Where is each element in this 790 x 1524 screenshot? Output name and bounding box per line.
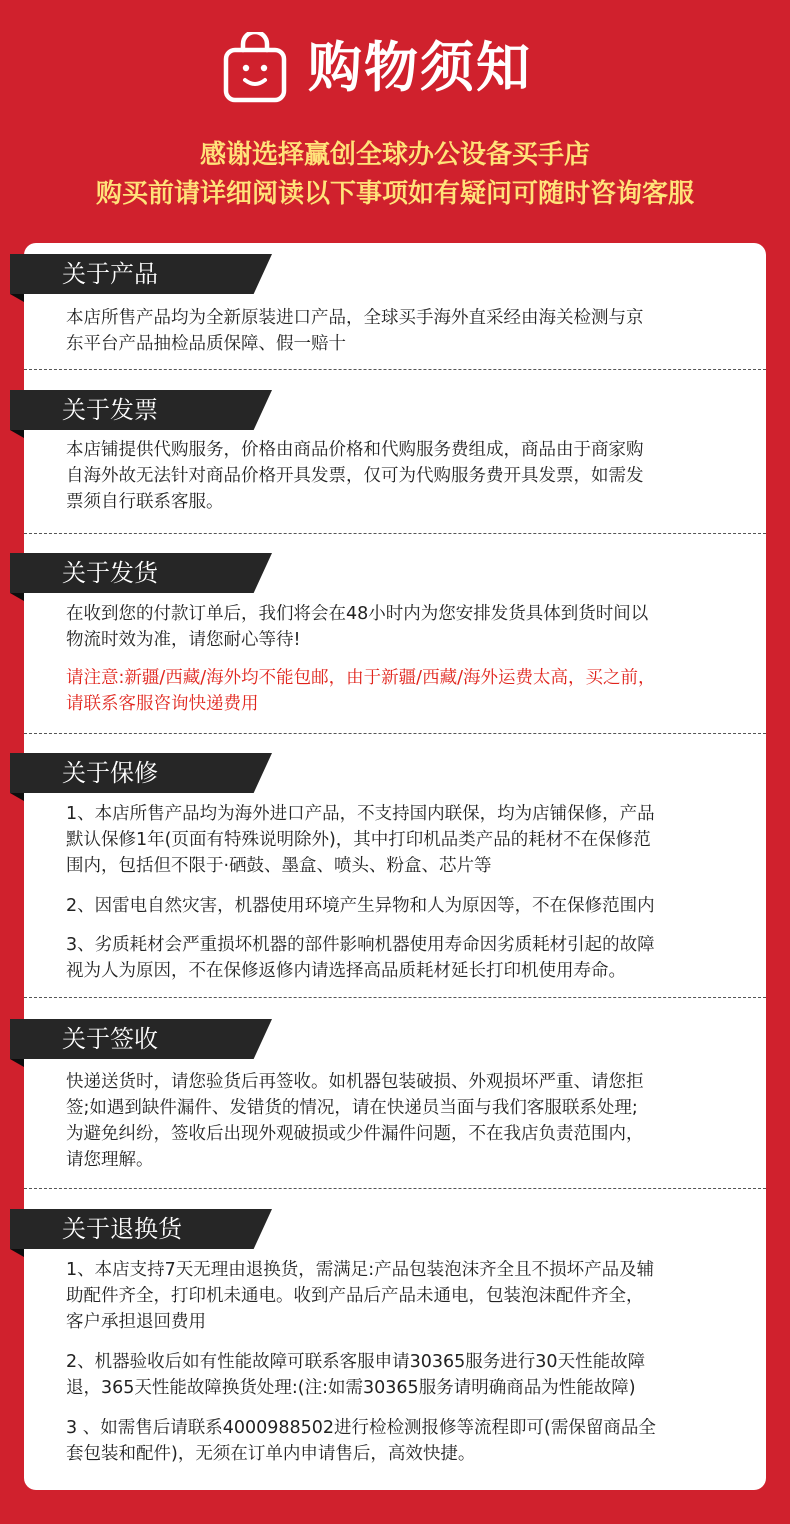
paragraph-line: 默认保修1年(页面有特殊说明除外)，其中打印机品类产品的耗材不在保修范 xyxy=(66,830,651,850)
paragraph-line: 2、因雷电自然灾害，机器使用环境产生异物和人为原因等，不在保修范围内 xyxy=(66,896,655,916)
paragraph-line: 票须自行联系客服。 xyxy=(66,492,224,512)
paragraph-line: 套包装和配件)，无须在订单内申请售后，高效快捷。 xyxy=(66,1444,476,1464)
subtitle-read-notice: 购买前请详细阅读以下事项如有疑问可随时咨询客服 xyxy=(95,179,694,209)
section-tag xyxy=(10,390,280,430)
section-tag xyxy=(10,753,280,793)
section-divider xyxy=(24,1188,766,1189)
paragraph-line: 客户承担退回费用 xyxy=(66,1312,206,1332)
shopping-bag-smile-icon xyxy=(222,32,288,104)
subtitle-thanks: 感谢选择赢创全球办公设备买手店 xyxy=(199,140,590,170)
section-tag xyxy=(10,254,280,294)
section-tag xyxy=(10,1019,280,1059)
section-divider xyxy=(24,733,766,734)
section-title: 关于产品 xyxy=(62,260,158,288)
notice-card xyxy=(24,243,766,1490)
section-divider xyxy=(24,997,766,998)
paragraph-line: 3、劣质耗材会严重损坏机器的部件影响机器使用寿命因劣质耗材引起的故障 xyxy=(66,935,655,955)
section-divider xyxy=(24,369,766,370)
section-title: 关于保修 xyxy=(62,759,158,787)
paragraph-line: 快递送货时，请您验货后再签收。如机器包装破损、外观损坏严重、请您拒 xyxy=(66,1072,644,1092)
paragraph-line: 请您理解。 xyxy=(66,1150,154,1170)
paragraph-line: 在收到您的付款订单后，我们将会在48小时内为您安排发货具体到货时间以 xyxy=(66,604,649,624)
paragraph-line: 3 、如需售后请联系4000988502进行检检测报修等流程即可(需保留商品全 xyxy=(66,1418,656,1438)
section-title: 关于退换货 xyxy=(62,1215,182,1243)
paragraph-line: 自海外故无法针对商品价格开具发票，仅可为代购服务费开具发票，如需发 xyxy=(66,466,644,486)
paragraph-line: 视为人为原因，不在保修返修内请选择高品质耗材延长打印机使用寿命。 xyxy=(66,961,626,981)
title-row xyxy=(222,28,532,108)
paragraph-line: 本店所售产品均为全新原装进口产品，全球买手海外直采经由海关检测与京 xyxy=(66,308,644,328)
paragraph-line: 1、本店支持7天无理由退换货，需满足:产品包装泡沫齐全且不损坏产品及辅 xyxy=(66,1260,655,1280)
section-divider xyxy=(24,533,766,534)
paragraph-line: 物流时效为准，请您耐心等待! xyxy=(66,630,301,650)
paragraph-line: 围内，包括但不限于·硒鼓、墨盒、喷头、粉盒、芯片等 xyxy=(66,856,492,876)
paragraph-line: 为避免纠纷，签收后出现外观破损或少件漏件问题，不在我店负责范围内， xyxy=(66,1124,644,1144)
shipping-notice-line: 请联系客服咨询快递费用 xyxy=(66,694,259,714)
paragraph-line: 助配件齐全，打印机未通电。收到产品后产品未通电，包装泡沫配件齐全， xyxy=(66,1286,644,1306)
paragraph-line: 退，365天性能故障换货处理:(注:如需30365服务请明确商品为性能故障) xyxy=(66,1378,636,1398)
page-title: 购物须知 xyxy=(308,36,532,99)
section-title: 关于发票 xyxy=(62,396,158,424)
section-tag xyxy=(10,1209,280,1249)
page-header xyxy=(0,0,790,240)
paragraph-line: 签;如遇到缺件漏件、发错货的情况，请在快递员当面与我们客服联系处理; xyxy=(66,1098,638,1118)
section-title: 关于发货 xyxy=(62,559,158,587)
section-tag xyxy=(10,553,280,593)
paragraph-line: 1、本店所售产品均为海外进口产品，不支持国内联保，均为店铺保修，产品 xyxy=(66,804,655,824)
paragraph-line: 东平台产品抽检品质保障、假一赔十 xyxy=(66,334,346,354)
shipping-notice-line: 请注意:新疆/西藏/海外均不能包邮，由于新疆/西藏/海外运费太高，买之前， xyxy=(66,668,656,688)
paragraph-line: 2、机器验收后如有性能故障可联系客服申请30365服务进行30天性能故障 xyxy=(66,1352,646,1372)
paragraph-line: 本店铺提供代购服务，价格由商品价格和代购服务费组成，商品由于商家购 xyxy=(66,440,644,460)
section-title: 关于签收 xyxy=(62,1025,158,1053)
